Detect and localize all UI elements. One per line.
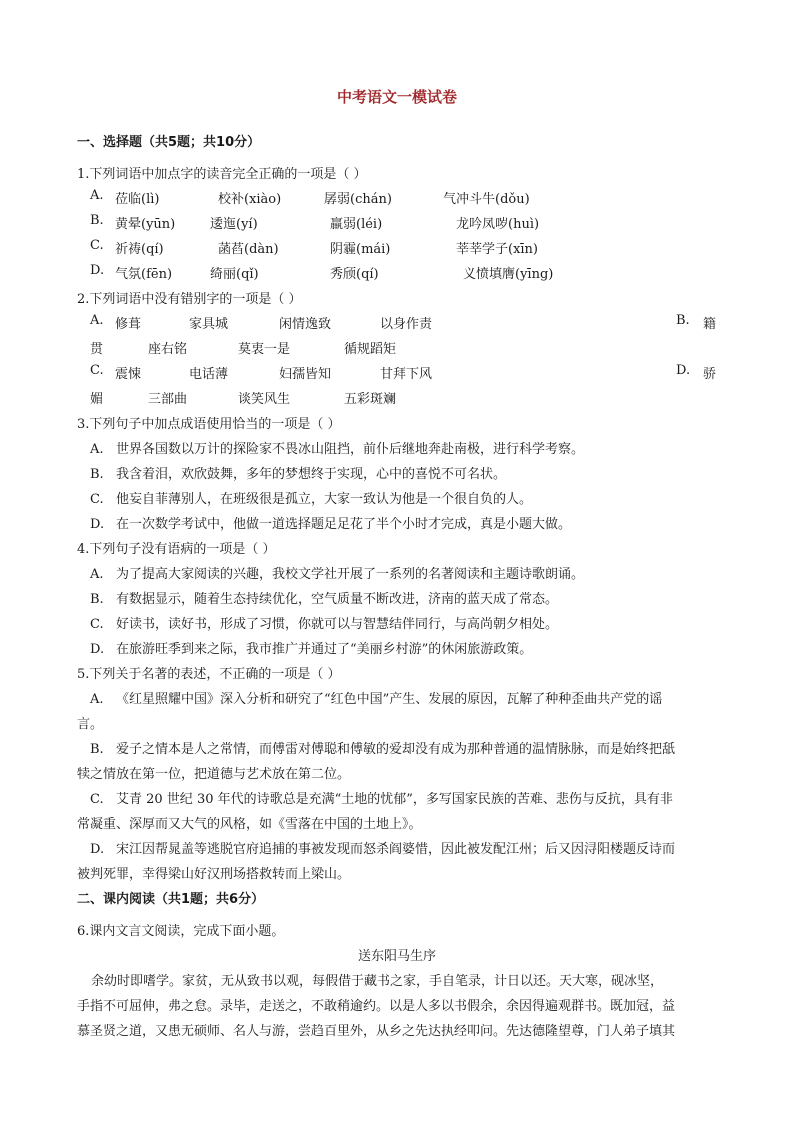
option-label: A. bbox=[90, 567, 104, 582]
option-text: 我含着泪，欢欣鼓舞，多年的梦想终于实现，心中的喜悦不可名状。 bbox=[116, 467, 507, 482]
option-word: 媚 bbox=[90, 392, 104, 407]
option-text: 《红星照耀中国》深入分析和研究了“红色中国”产生、发展的原因，瓦解了种种歪曲共产党的谣 bbox=[116, 692, 663, 707]
option-label: D. bbox=[90, 517, 105, 532]
option-word: 羸弱(léi) bbox=[330, 217, 383, 232]
option-text: 他妄自菲薄别人，在班级很是孤立，大家一致认为他是一个很自负的人。 bbox=[116, 492, 533, 507]
option-text: 艾青 20 世纪 30 年代的诗歌总是充满“土地的忧郁”，多写国家民族的苦难、悲伤与反抗，具有非 bbox=[116, 792, 673, 807]
option-word: 修葺 bbox=[115, 317, 142, 332]
option-text-continued: 言。 bbox=[77, 717, 104, 732]
option-word: 龙吟凤哕(huì) bbox=[456, 217, 540, 232]
option-label: B. bbox=[676, 313, 690, 328]
option-word: 莫衷一是 bbox=[238, 342, 291, 357]
option-label: A. bbox=[90, 692, 104, 707]
option-word: 黄晕(yūn) bbox=[115, 217, 176, 232]
option-word: 绮丽(qǐ) bbox=[210, 267, 259, 282]
option-word: 莘莘学子(xīn) bbox=[456, 242, 539, 257]
option-word: 甘拜下风 bbox=[380, 367, 433, 382]
option-text: 好读书，读好书，形成了习惯，你就可以与智慧结伴同行，与高尚朝夕相处。 bbox=[116, 617, 559, 632]
option-word: 气氛(fēn) bbox=[115, 267, 173, 282]
option-word: 谈笑风生 bbox=[238, 392, 291, 407]
option-word: 以身作责 bbox=[380, 317, 433, 332]
option-row bbox=[90, 438, 584, 457]
option-word: 震悚 bbox=[115, 367, 142, 382]
option-word: 孱弱(chán) bbox=[324, 192, 392, 207]
option-word: 五彩斑斓 bbox=[344, 392, 397, 407]
option-label: B. bbox=[90, 213, 104, 228]
passage-line: 余幼时即嗜学。家贫，无从致书以观，每假借于藏书之家，手自笔录，计日以还。天大寒，砚冰坚， bbox=[91, 974, 664, 989]
option-label: C. bbox=[90, 238, 104, 253]
option-row bbox=[90, 463, 506, 482]
option-word: 秀颀(qí) bbox=[330, 267, 379, 282]
question-1-stem: 1.下列词语中加点字的读音完全正确的一项是（ ） bbox=[77, 167, 367, 182]
option-text: 爱子之情本是人之常情，而傅雷对傅聪和傅敏的爱却没有成为那种普通的温情脉脉，而是始终把舐 bbox=[116, 742, 676, 757]
option-label: B. bbox=[90, 742, 104, 757]
option-label: D. bbox=[676, 363, 691, 378]
option-text-continued: 常凝重、深厚而又大气的风格，如《雪落在中国的土地上》。 bbox=[77, 817, 422, 832]
option-word: 校补(xiào) bbox=[218, 192, 282, 207]
option-word: 闲情逸致 bbox=[279, 317, 332, 332]
section-heading-choice: 一、选择题（共5题；共10分） bbox=[77, 135, 261, 150]
option-row bbox=[90, 613, 558, 632]
option-label: C. bbox=[90, 363, 104, 378]
option-label: A. bbox=[90, 442, 104, 457]
passage-line: 慕圣贤之道，又患无硕师、名人与游，尝趋百里外，从乡之先达执经叩问。先达德隆望尊，门人弟子填其 bbox=[77, 1024, 676, 1039]
option-label: C. bbox=[90, 492, 104, 507]
option-row bbox=[90, 738, 720, 757]
option-word: 籍 bbox=[703, 317, 717, 332]
option-label: D. bbox=[90, 263, 105, 278]
option-row bbox=[90, 688, 720, 707]
option-word: 循规蹈矩 bbox=[344, 342, 397, 357]
option-word: 阴霾(mái) bbox=[330, 242, 391, 257]
option-text: 在旅游旺季到来之际，我市推广并通过了“美丽乡村游”的休闲旅游政策。 bbox=[116, 642, 533, 657]
option-word: 莅临(lì) bbox=[115, 192, 160, 207]
option-text: 有数据显示，随着生态持续优化，空气质量不断改进，济南的蓝天成了常态。 bbox=[116, 592, 559, 607]
option-row bbox=[90, 788, 720, 807]
option-word: 三部曲 bbox=[148, 392, 188, 407]
option-row bbox=[90, 588, 558, 607]
option-row bbox=[90, 838, 720, 857]
option-word: 气冲斗牛(dǒu) bbox=[443, 192, 530, 207]
option-label: C. bbox=[90, 792, 104, 807]
option-row bbox=[90, 513, 571, 532]
option-label: D. bbox=[90, 642, 105, 657]
option-label: A. bbox=[90, 188, 104, 203]
option-label: B. bbox=[90, 592, 104, 607]
passage-line: 手指不可屈伸，弗之怠。录毕，走送之，不敢稍逾约。以是人多以书假余，余因得遍观群书。既加冠，益 bbox=[77, 999, 676, 1014]
option-word: 贯 bbox=[90, 342, 104, 357]
option-word: 菡萏(dàn) bbox=[218, 242, 279, 257]
passage-title: 送东阳马生序 bbox=[357, 949, 436, 964]
section-heading-reading: 二、课内阅读（共1题；共6分） bbox=[77, 892, 265, 907]
option-row bbox=[90, 488, 532, 507]
option-row bbox=[90, 638, 532, 657]
option-text-continued: 被判死罪，幸得梁山好汉刑场搭救转而上梁山。 bbox=[77, 867, 351, 882]
option-label: A. bbox=[90, 313, 104, 328]
option-text-continued: 犊之情放在第一位，把道德与艺术放在第二位。 bbox=[77, 767, 351, 782]
option-word: 家具城 bbox=[189, 317, 229, 332]
option-word: 座右铭 bbox=[148, 342, 188, 357]
option-label: C. bbox=[90, 617, 104, 632]
option-row bbox=[90, 563, 584, 582]
question-4-stem: 4.下列句子没有语病的一项是（ ） bbox=[77, 542, 276, 557]
option-label: D. bbox=[90, 842, 105, 857]
option-text: 在一次数学考试中，他做一道选择题足足花了半个小时才完成，真是小题大做。 bbox=[116, 517, 572, 532]
page-title: 中考语文一模试卷 bbox=[336, 88, 457, 106]
option-label: B. bbox=[90, 467, 104, 482]
option-word: 电话薄 bbox=[189, 367, 229, 382]
option-text: 为了提高大家阅读的兴趣，我校文学社开展了一系列的名著阅读和主题诗歌朗诵。 bbox=[116, 567, 585, 582]
option-word: 妇孺皆知 bbox=[279, 367, 332, 382]
option-text: 宋江因帮晁盖等逃脱官府追捕的事被发现而怒杀阎婆惜，因此被发配江州；后又因浔阳楼题反诗而 bbox=[116, 842, 676, 857]
option-word: 义愤填膺(yīng) bbox=[463, 267, 554, 282]
option-word: 祈祷(qí) bbox=[115, 242, 164, 257]
question-5-stem: 5.下列关于名著的表述，不正确的一项是（ ） bbox=[77, 667, 341, 682]
question-3-stem: 3.下列句子中加点成语使用恰当的一项是（ ） bbox=[77, 417, 341, 432]
option-text: 世界各国数以万计的探险家不畏冰山阻挡，前仆后继地奔赴南极，进行科学考察。 bbox=[116, 442, 585, 457]
question-6-stem: 6.课内文言文阅读，完成下面小题。 bbox=[77, 924, 285, 939]
option-word: 骄 bbox=[703, 367, 717, 382]
question-2-stem: 2.下列词语中没有错别字的一项是（ ） bbox=[77, 292, 302, 307]
option-word: 逶迤(yí) bbox=[210, 217, 258, 232]
